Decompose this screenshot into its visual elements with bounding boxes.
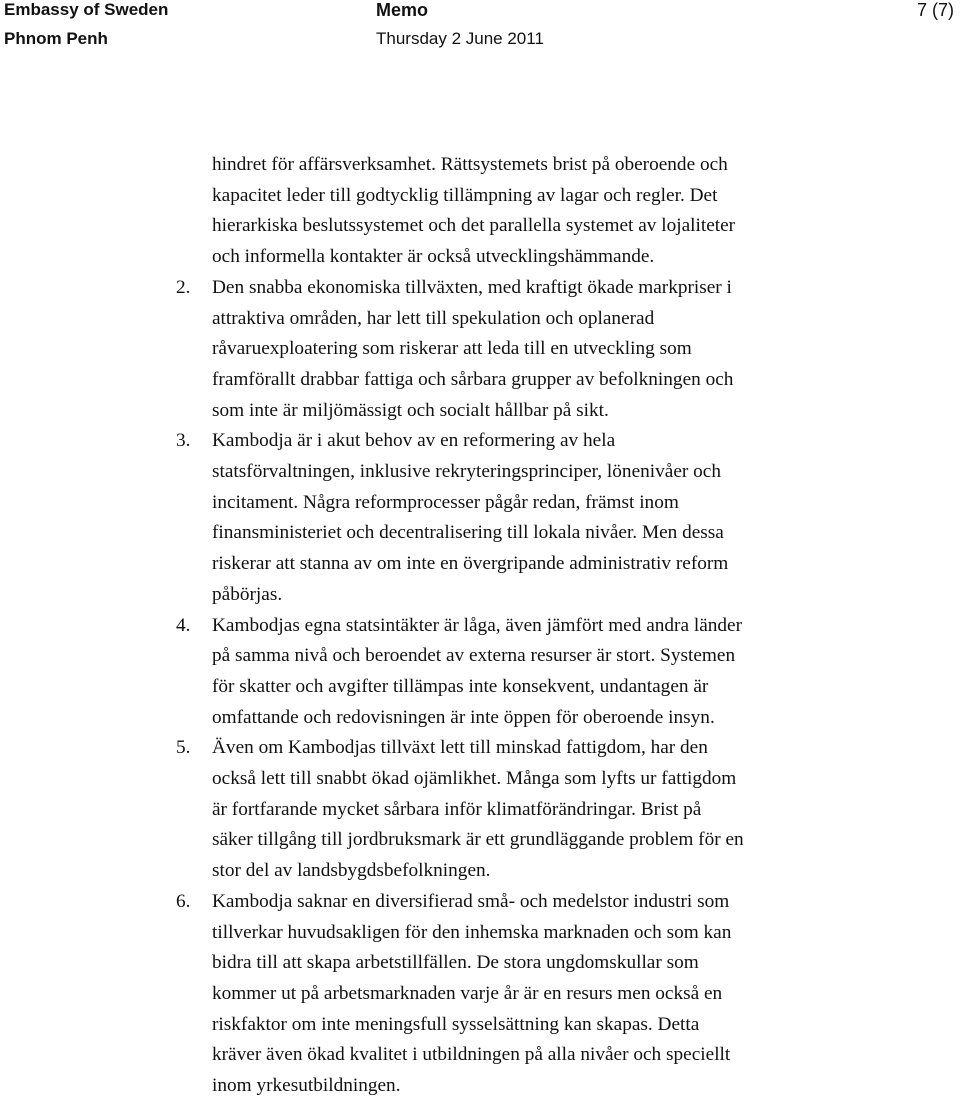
list-item-text: Kambodjas egna statsintäkter är låga, även jämfört med andra länder på samma nivå och beroendet av externa resurser är stort. Systemen för skatter och avgifter tillämpas inte konsekvent, undantagen är omfattande och redovisningen är inte öppen för oberoende insyn. <box>212 614 743 728</box>
list-number: 4. <box>176 614 191 636</box>
list-item-4 <box>176 611 912 734</box>
list-item-3 <box>176 426 912 610</box>
list-item-text: Den snabba ekonomiska tillväxten, med kraftigt ökade markpriser i attraktiva områden, har lett till spekulation och oplanerad råvaruexploatering som riskerar att leda till en utveckling som framförallt drabbar fattiga och sårbara grupper av befolkningen och som inte är miljömässigt och socialt hållbar på sikt. <box>212 276 734 421</box>
continuation-paragraph: hindret för affärsverksamhet. Rättsystemets brist på oberoende och kapacitet leder till godtycklig tillämpning av lagar och regler. Det hierarkiska beslutssystemet och det parallella systemet av lojaliteter och informella kontakter är också utvecklingshämmande. <box>212 154 736 268</box>
sender-name: Embassy of Sweden <box>4 0 169 19</box>
document-type: Memo <box>376 0 429 20</box>
list-number: 2. <box>176 276 191 298</box>
list-item-text: Även om Kambodjas tillväxt lett till minskad fattigdom, har den också lett till snabbt ökad ojämlikhet. Många som lyfts ur fattigdom är fortfarande mycket sårbara inför klimatförändringar. Brist på säker tillgång till jordbruksmark är ett grundläggande problem för en stor del av landsbygdsbefolkningen. <box>212 737 744 882</box>
list-number: 3. <box>176 430 191 452</box>
memo-header <box>0 0 960 60</box>
list-number: 6. <box>176 890 191 912</box>
list-item-text: Kambodja saknar en diversifierad små- och medelstor industri som tillverkar huvudsakligen för den inhemska marknaden och som kan bidra till att skapa arbetstillfällen. De stora ungdomskullar som kommer ut på arbetsmarknaden varje år är en resurs men också en riskfaktor om inte meningsfull sysselsättning kan skapas. Detta kräver även ökad kvalitet i utbildningen på alla nivåer och speciellt inom yrkesutbildningen. <box>212 890 732 1097</box>
numbered-list <box>176 273 912 1102</box>
list-item-6 <box>176 887 912 1102</box>
sender-city: Phnom Penh <box>4 29 108 48</box>
list-item-5 <box>176 733 912 887</box>
memo-body <box>176 150 912 1102</box>
page-number: 7 (7) <box>916 0 954 20</box>
list-number: 5. <box>176 737 191 759</box>
list-item-2 <box>176 273 912 427</box>
list-item-text: Kambodja är i akut behov av en reformering av hela statsförvaltningen, inklusive rekryteringsprinciper, lönenivåer och incitament. Några reformprocesser pågår redan, främst inom finansministeriet och decentralisering till lokala nivåer. Men dessa riskerar att stanna av om inte en övergripande administrativ reform påbörjas. <box>212 430 729 605</box>
document-date: Thursday 2 June 2011 <box>376 29 544 48</box>
